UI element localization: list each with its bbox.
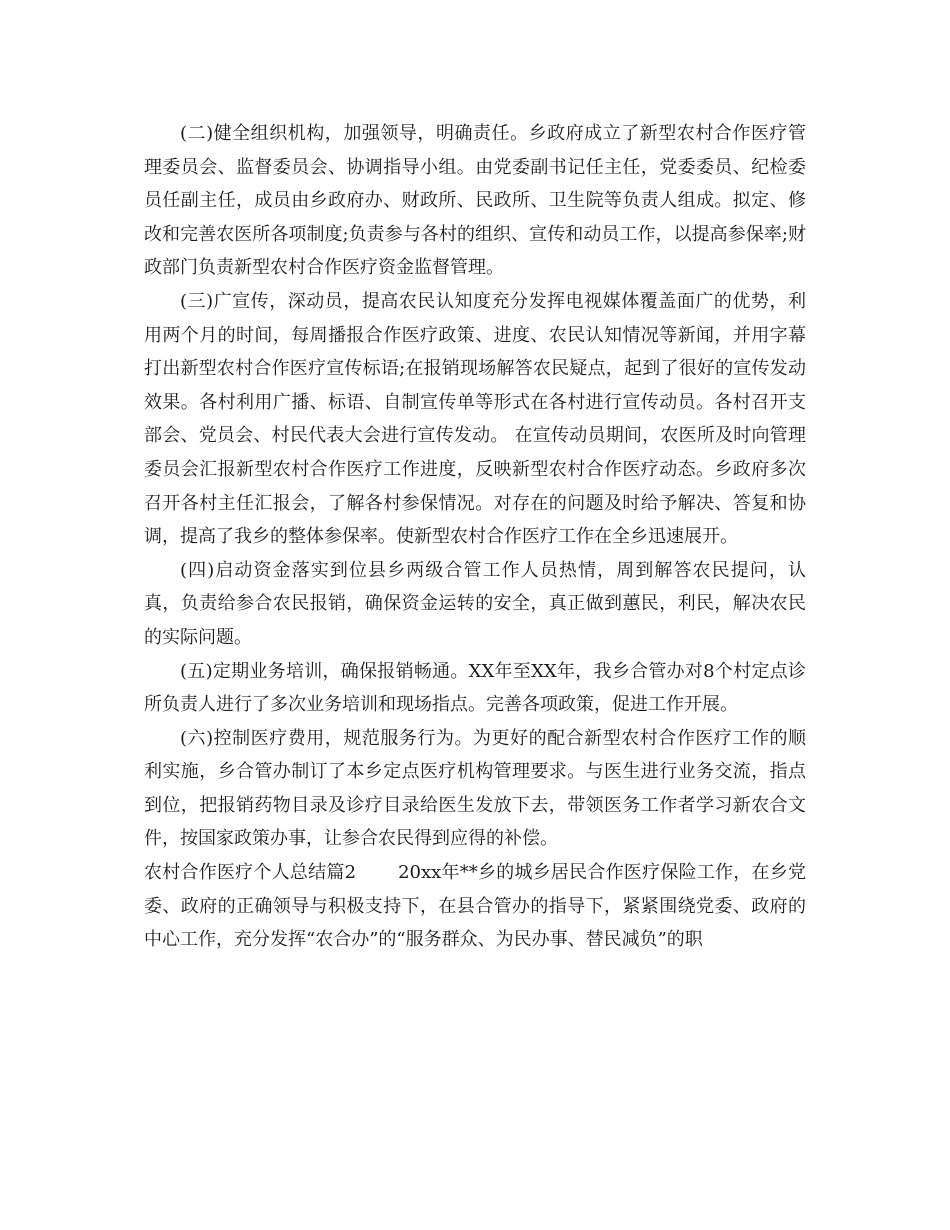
paragraph-cost-control: (六)控制医疗费用，规范服务行为。为更好的配合新型农村合作医疗工作的顺利实施，乡合管办制订了本乡定点医疗机构管理要求。与医生进行业务交流，指点到位，把报销药物目录及诊疗目录给医生发放下去，带领医务工作者学习新农合文件，按国家政策办事，让参合农民得到应得的补偿。 bbox=[144, 727, 806, 850]
paragraph-section-2 bbox=[144, 856, 806, 957]
paragraph-training: (五)定期业务培训，确保报销畅通。XX年至XX年，我乡合管办对8个村定点诊所负责人进行了多次业务培训和现场指点。完善各项政策，促进工作开展。 bbox=[144, 660, 806, 716]
paragraph-organization: (二)健全组织机构，加强领导，明确责任。乡政府成立了新型农村合作医疗管理委员会、监督委员会、协调指导小组。由党委副书记任主任，党委委员、纪检委员任副主任，成员由乡政府办、财政所、民政所、卫生院等负责人组成。拟定、修改和完善农医所各项制度;负责参与各村的组织、宣传和动员工作，以提高参保率;财政部门负责新型农村合作医疗资金监督管理。 bbox=[144, 123, 806, 279]
paragraph-funding: (四)启动资金落实到位县乡两级合管工作人员热情，周到解答农民提问，认真，负责给参合农民报销，确保资金运转的安全，真正做到蕙民，利民，解决农民的实际问题。 bbox=[144, 559, 806, 648]
paragraph-publicity: (三)广宣传，深动员，提高农民认知度充分发挥电视媒体覆盖面广的优势，利用两个月的时间，每周播报合作医疗政策、进度、农民认知情况等新闻，并用字幕打出新型农村合作医疗宣传标语;在报销现场解答农民疑点，起到了很好的宣传发动效果。各村利用广播、标语、自制宣传单等形式在各村进行宣传动员。各村召开支部会、党员会、村民代表大会进行宣传发动。 在宣传动员期间，农医所及时向管理委员会汇报新型农村合作医疗工作进度，反映新型农村合作医疗动态。乡政府多次召开各村主任汇报会，了解各村参保情况。对存在的问题及时给予解决、答复和协调，提高了我乡的整体参保率。使新型农村合作医疗工作在全乡迅速展开。 bbox=[144, 290, 806, 548]
section-text: 20xx年**乡的城乡居民合作医疗保险工作，在乡党委、政府的正确领导与积极支持下，在县合管办的指导下，紧紧围绕党委、政府的中心工作，充分发挥“农合办”的“服务群众、为民办事、替民减负”的职 bbox=[144, 862, 806, 951]
section-heading: 农村合作医疗个人总结篇2 bbox=[144, 862, 357, 884]
document-body bbox=[144, 117, 806, 957]
